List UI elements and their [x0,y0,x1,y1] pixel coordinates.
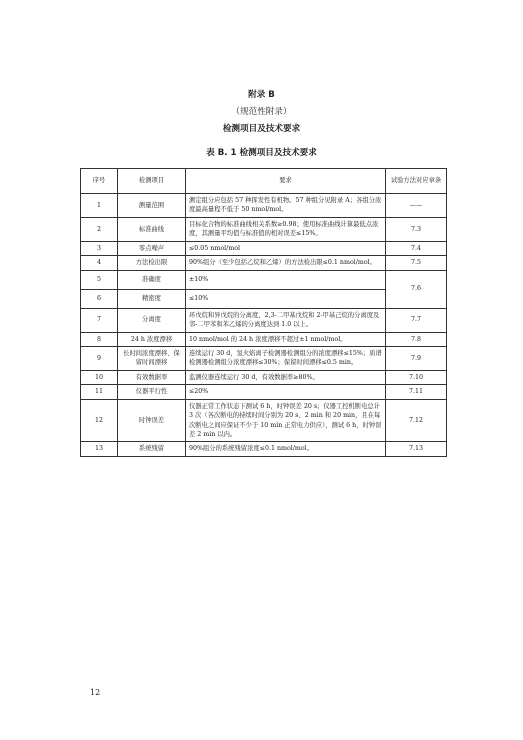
row-requirement: ≤0.05 nmol/mol [186,241,386,255]
row-no: 2 [81,217,118,241]
row-clause: 7.11 [386,385,447,399]
row-requirement: 仪器正常工作状态下测试 6 h，时钟误差 20 s；仪器工控机断电总计 3 次（各次断电的持续时间分别为 20 s、2 min 和 20 min，且在每次断电之间应保证不少于 10 min 正常电力供应），测试 6 h，时钟误差 2 min 以内。 [186,399,386,442]
row-requirement: 10 nmol/mol 的 24 h 浓度漂移不超过±1 nmol/mol。 [186,332,386,346]
row-clause: 7.8 [386,332,447,346]
row-item: 标准曲线 [118,217,186,241]
row-item: 长时间浓度漂移、保留时间漂移 [118,346,186,370]
row-no: 11 [81,385,118,399]
header-item: 检测项目 [118,169,186,194]
row-requirement: ±10% [186,270,386,289]
row-no: 12 [81,399,118,442]
row-item: 仪器平行性 [118,385,186,399]
table-row [81,217,447,241]
table-row [81,270,447,289]
row-item: 方法检出限 [118,256,186,270]
header-requirement: 要求 [186,169,386,194]
row-item: 分离度 [118,308,186,332]
row-no: 8 [81,332,118,346]
table-row [81,442,447,456]
table-row [81,332,447,346]
table-row [81,399,447,442]
row-no: 4 [81,256,118,270]
requirements-table-container [80,168,446,457]
row-clause: 7.3 [386,217,447,241]
row-no: 10 [81,370,118,384]
row-no: 6 [81,289,118,308]
row-requirement: ≤10% [186,289,386,308]
table-caption: 表 B. 1 检测项目及技术要求 [206,148,317,158]
table-header-row [81,169,447,194]
row-item: 零点噪声 [118,241,186,255]
row-no: 1 [81,194,118,218]
row-requirement: 测定组分应包括 57 种挥发性有机物。57 种组分见附录 A；各组分浓度最高量程不低于 50 nmol/mol。 [186,194,386,218]
row-clause: 7.12 [386,399,447,442]
row-no: 5 [81,270,118,289]
table-row [81,370,447,384]
header-clause: 试验方法对应章条 [386,169,447,194]
appendix-note: （规范性附录） [231,107,292,117]
page-number: 12 [90,688,101,697]
row-item: 时钟误差 [118,399,186,442]
row-no: 9 [81,346,118,370]
row-requirement: ≤20% [186,385,386,399]
table-row [81,346,447,370]
row-clause: —— [386,194,447,218]
row-clause: 7.6 [386,270,447,308]
row-item: 系统残留 [118,442,186,456]
table-row [81,308,447,332]
row-no: 7 [81,308,118,332]
row-requirement: 90%组分的系统残留浓度≤0.1 nmol/mol。 [186,442,386,456]
table-row [81,385,447,399]
header-no: 序号 [81,169,118,194]
row-clause: 7.10 [386,370,447,384]
row-requirement: 目标化合物的标准曲线相关系数≥0.98；使用标准曲线计算最低点浓度，其测量平均值与标准值的相对误差≤15%。 [186,217,386,241]
appendix-title: 附录 B [248,90,275,100]
table-row [81,256,447,270]
row-item: 测量范围 [118,194,186,218]
row-no: 3 [81,241,118,255]
row-clause: 7.5 [386,256,447,270]
row-requirement: 90%组分（至少包括乙烷和乙烯）的方法检出限≤0.1 nmol/mol。 [186,256,386,270]
row-no: 13 [81,442,118,456]
table-row [81,241,447,255]
row-item: 有效数据率 [118,370,186,384]
row-item: 24 h 浓度漂移 [118,332,186,346]
row-clause: 7.7 [386,308,447,332]
table-row [81,194,447,218]
row-clause: 7.4 [386,241,447,255]
row-item: 精密度 [118,289,186,308]
section-title: 检测项目及技术要求 [222,124,301,134]
row-item: 准确度 [118,270,186,289]
row-requirement: 环戊烷和异戊烷的分离度，2,3-二甲基戊烷和 2-甲基己烷的分离度及邻-二甲苯和苯乙烯的分离度达到 1.0 以上。 [186,308,386,332]
row-clause: 7.13 [386,442,447,456]
row-clause: 7.9 [386,346,447,370]
row-requirement: 连续运行 30 d，氢火焰离子检测器检测组分的浓度漂移≤15%；质谱检测器检测组分浓度漂移≤30%；保留时间漂移≤0.5 min。 [186,346,386,370]
requirements-table [80,168,447,457]
row-requirement: 监测仪器连续运行 30 d，有效数据率≥80%。 [186,370,386,384]
